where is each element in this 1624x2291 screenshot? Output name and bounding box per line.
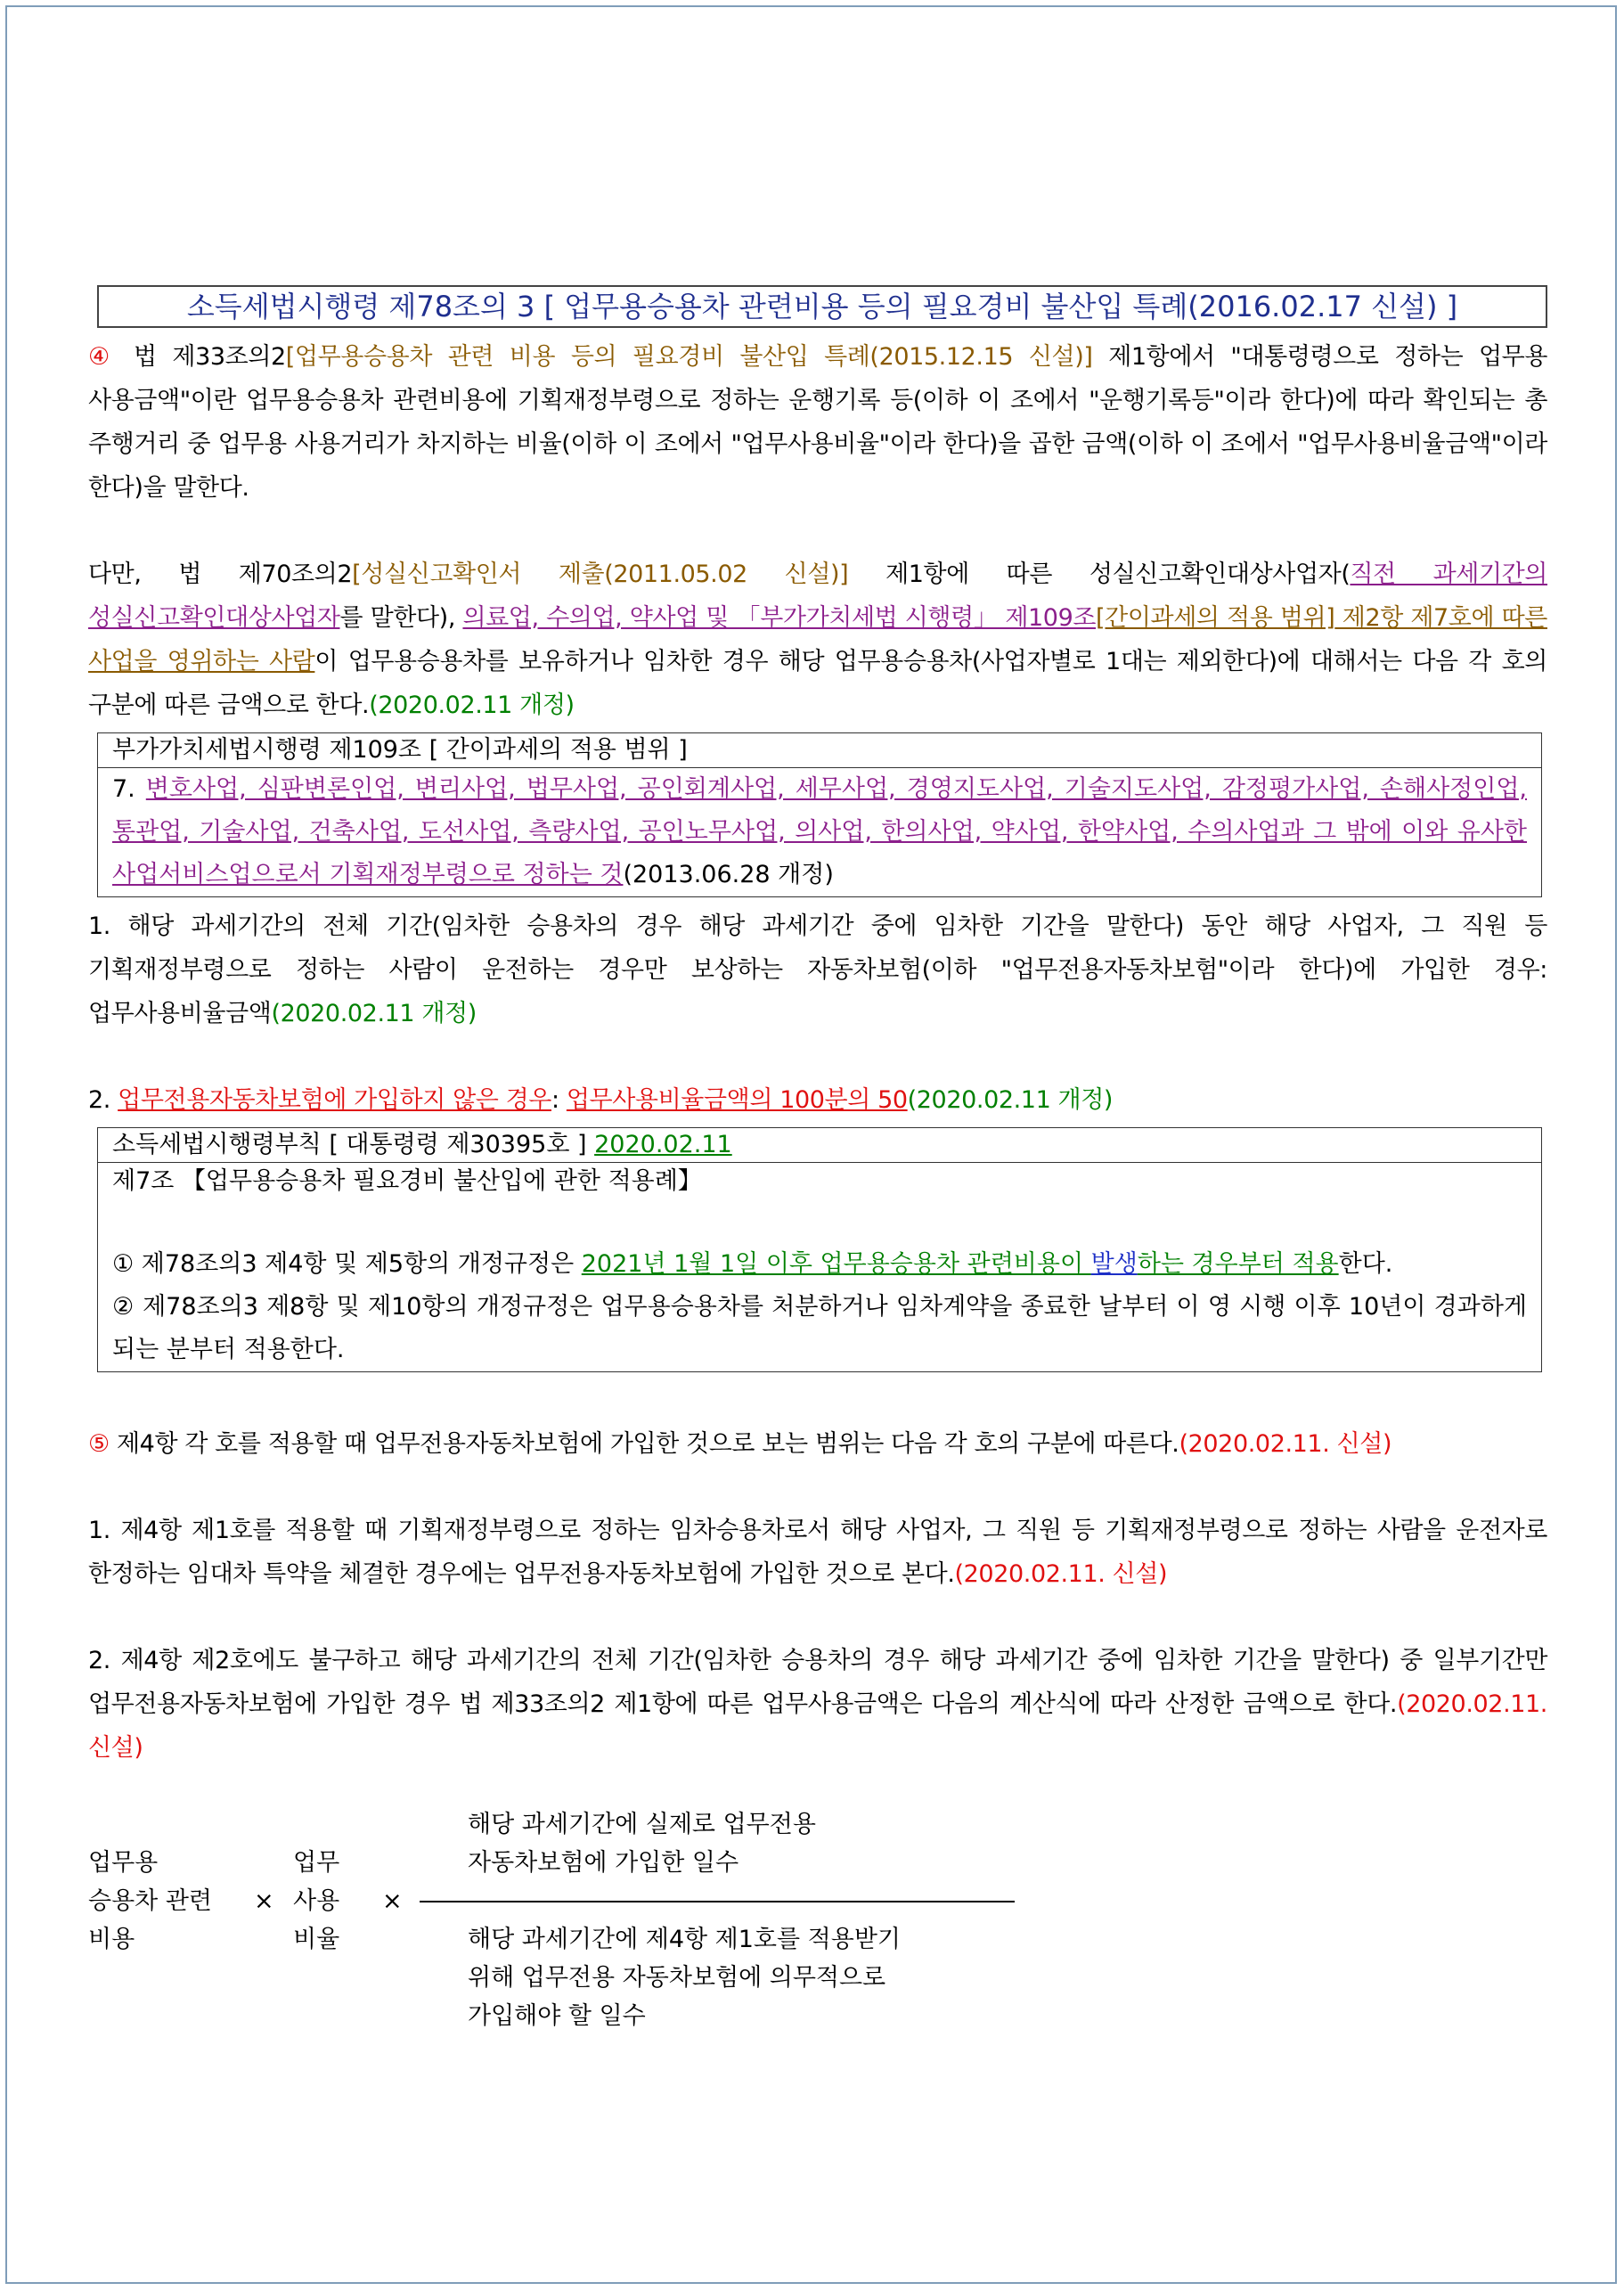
underlined-term: 하는 경우부터 적용	[1137, 1250, 1339, 1278]
article-reference-link[interactable]: [성실신고확인서 제출(2011.05.02 신설)]	[352, 560, 849, 588]
amendment-date: (2020.02.11 개정)	[907, 1086, 1114, 1114]
item-1: 1. 해당 과세기간의 전체 기간(임차한 승용차의 경우 해당 과세기간 중에 임차한 기간을 말한다) 동안 해당 사업자, 그 직원 등 기획재정부령으로 정하는 사람이 운전하는 경우만 보상하는 자동차보험(이하 "업무전용자동차보험"이라 한다)에 가입한 경우: 업무사용비율금액(2020.02.11 개정)	[88, 912, 1547, 1027]
formula-denominator: 해당 과세기간에 제4항 제1호를 적용받기	[468, 1926, 901, 1953]
paragraph-5-item-1: 1. 제4항 제1호를 적용할 때 기획재정부령으로 정하는 임차승용차로서 해당 사업자, 그 직원 등 기획재정부령으로 정하는 사람을 운전자로 한정하는 임대차 특약을 체결한 경우에는 업무전용자동차보험에 가입한 것으로 본다.(2020.02.11. 신설)	[88, 1517, 1547, 1588]
reference-box-header: 부가가치세법시행령 제109조 [ 간이과세의 적용 범위 ]	[98, 733, 1541, 768]
formula-denominator: 위해 업무전용 자동차보험에 의무적으로	[468, 1964, 886, 1992]
calculation-formula	[88, 1805, 1547, 2037]
formula-numerator: 자동차보험에 가입한 일수	[468, 1849, 739, 1877]
proviso-paragraph: 다만, 법 제70조의2[성실신고확인서 제출(2011.05.02 신설)] 제1항에 따른 성실신고확인대상사업자(직전 과세기간의 성실신고확인대상사업자를 말한다), 의료업, 수의업, 약사업 및 「부가가치세법 시행령」 제109조[간이과세의 적용 범위] 제2항 제7호에 따른 사업을 영위하는 사람이 업무용승용차를 보유하거나 임차한 경우 해당 업무용승용차(사업자별로 1대는 제외한다)에 대해서는 다음 각 호의 구분에 따른 금액으로 한다.(2020.02.11 개정)	[88, 560, 1547, 719]
reference-box-header: 소득세법시행령부칙 [ 대통령령 제30395호 ] 2020.02.11	[98, 1128, 1541, 1163]
formula-denominator: 가입해야 할 일수	[468, 2002, 646, 2030]
paragraph-4: ④ 법 제33조의2[업무용승용차 관련 비용 등의 필요경비 불산입 특례(2015.12.15 신설)] 제1항에서 "대통령령으로 정하는 업무용 사용금액"이란 업무용승용차 관련비용에 기획재정부령으로 정하는 운행기록 등(이하 이 조에서 "운행기록등"이라 한다)에 따라 확인되는 총 주행거리 중 업무용 사용거리가 차지하는 비율(이하 이 조에서 "업무사용비율"이라 한다)을 곱한 금액(이하 이 조에서 "업무사용비율금액"이라 한다)을 말한다.	[88, 343, 1547, 502]
addendum-clause-1: ① 제78조의3 제4항 및 제5항의 개정규정은 2021년 1월 1일 이후 업무용승용차 관련비용이 발생하는 경우부터 적용한다.	[112, 1250, 1393, 1278]
reference-box-body: 7. 변호사업, 심판변론인업, 변리사업, 법무사업, 공인회계사업, 세무사업, 경영지도사업, 기술지도사업, 감정평가사업, 손해사정인업, 통관업, 기술사업, 건축사업, 도선사업, 측량사업, 공인노무사업, 의사업, 한의사업, 약사업, 한약사업, 수의사업과 그 밖에 이와 유사한 사업서비스업으로서 기획재정부령으로 정하는 것(2013.06.28 개정)	[112, 775, 1527, 888]
formula-label: 사용	[293, 1887, 340, 1915]
amendment-date: (2020.02.11 개정)	[369, 691, 575, 719]
formula-label: 비율	[293, 1926, 340, 1953]
new-provision-date: (2020.02.11. 신설)	[88, 1690, 1547, 1762]
new-provision-date: (2020.02.11. 신설)	[1179, 1430, 1392, 1458]
underlined-term: 제2항 제7호에 따른 사업을 영위하는 사람	[88, 604, 1547, 675]
article-reference-link[interactable]: [업무용승용차 관련 비용 등의 필요경비 불산입 특례(2015.12.15 신설)]	[285, 343, 1093, 371]
formula-label: 업무용	[88, 1849, 159, 1877]
new-provision-date: (2020.02.11. 신설)	[954, 1560, 1168, 1588]
underlined-term: 2021년 1월 1일 이후 업무용승용차 관련비용이	[581, 1250, 1091, 1278]
document-page	[5, 5, 1617, 2284]
multiply-sign: ×	[382, 1887, 403, 1915]
addendum-title: 제7조 【업무용승용차 필요경비 불산입에 관한 적용례】	[112, 1167, 702, 1195]
multiply-sign: ×	[254, 1887, 274, 1915]
paragraph-5-item-2: 2. 제4항 제2호에도 불구하고 해당 과세기간의 전체 기간(임차한 승용차의 경우 해당 과세기간 중에 임차한 기간을 말한다) 중 일부기간만 업무전용자동차보험에 가입한 경우 법 제33조의2 제1항에 따른 업무사용금액은 다음의 계산식에 따라 산정한 금액으로 한다.(2020.02.11. 신설)	[88, 1647, 1547, 1762]
underlined-term: 업무사용비율금액의 100분의 50	[566, 1086, 908, 1114]
formula-label: 비용	[88, 1926, 135, 1953]
addendum-date-link[interactable]: 2020.02.11	[594, 1131, 732, 1158]
document-content	[88, 285, 1547, 2037]
reference-box-vat	[97, 732, 1542, 897]
formula-numerator: 해당 과세기간에 실제로 업무전용	[468, 1811, 816, 1838]
reference-box-addendum	[97, 1127, 1542, 1372]
item-2: 2. 업무전용자동차보험에 가입하지 않은 경우: 업무사용비율금액의 100분의 50(2020.02.11 개정)	[88, 1086, 1114, 1114]
formula-label: 업무	[293, 1849, 340, 1877]
paragraph-5: ⑤ 제4항 각 호를 적용할 때 업무전용자동차보험에 가입한 것으로 보는 범위는 다음 각 호의 구분에 따른다.(2020.02.11. 신설)	[88, 1430, 1392, 1458]
underlined-term: 의료업, 수의업, 약사업 및 「부가가치세법 시행령」 제109조	[462, 604, 1097, 632]
paragraph-number: ⑤	[88, 1430, 110, 1458]
fraction-line	[420, 1901, 1015, 1902]
underlined-term: 업무전용자동차보험에 가입하지 않은 경우	[118, 1086, 551, 1114]
underlined-term: 변호사업, 심판변론인업, 변리사업, 법무사업, 공인회계사업, 세무사업, 경영지도사업, 기술지도사업, 감정평가사업, 손해사정인업, 통관업, 기술사업, 건축사업, 도선사업, 측량사업, 공인노무사업, 의사업, 한의사업, 약사업, 한약사업, 수의사업과 그 밖에 이와 유사한 사업서비스업으로서 기획재정부령으로 정하는 것	[112, 775, 1527, 888]
addendum-clause-2: ② 제78조의3 제8항 및 제10항의 개정규정은 업무용승용차를 처분하거나 임차계약을 종료한 날부터 이 영 시행 이후 10년이 경과하게 되는 분부터 적용한다.	[112, 1293, 1527, 1363]
amendment-date: (2020.02.11 개정)	[271, 1000, 477, 1027]
formula-label: 승용차 관련	[88, 1887, 212, 1915]
paragraph-number: ④	[88, 343, 118, 371]
article-title: 소득세법시행령 제78조의 3 [ 업무용승용차 관련비용 등의 필요경비 불산입 특례(2016.02.17 신설) ]	[97, 285, 1547, 328]
underlined-term: 발생	[1090, 1250, 1138, 1278]
article-reference-link[interactable]: [간이과세의 적용 범위]	[1096, 604, 1335, 632]
underlined-term: 직전 과세기간의 성실신고확인대상사업자	[88, 560, 1547, 632]
